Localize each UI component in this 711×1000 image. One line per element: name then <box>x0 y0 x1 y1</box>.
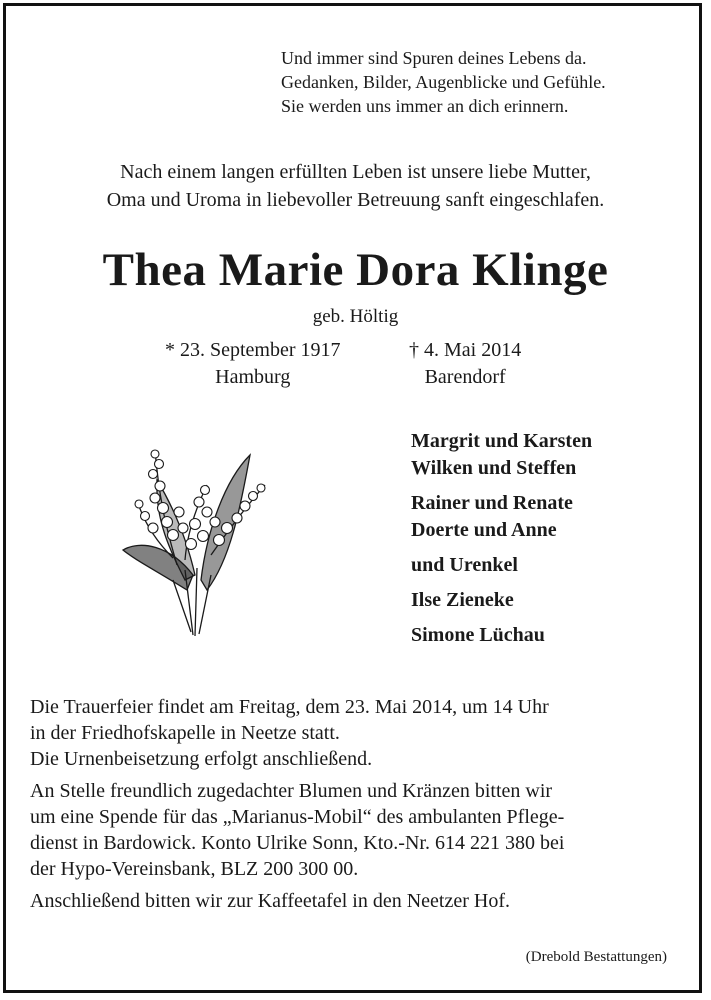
mourner-group <box>411 622 592 649</box>
birth-date: * 23. September 1917 <box>165 339 341 361</box>
service-paragraph <box>30 694 690 772</box>
donation-paragraph <box>30 778 690 882</box>
service-line: Die Trauerfeier findet am Freitag, dem 23. Mai 2014, um 14 Uhr <box>30 696 549 718</box>
lily-of-the-valley-icon <box>115 440 275 640</box>
mourner-line: Margrit und Karsten <box>411 430 593 452</box>
mourner-line: Simone Lüchau <box>411 624 545 646</box>
mourner-line: Wilken und Steffen <box>411 457 577 479</box>
donation-line: der Hypo-Vereinsbank, BLZ 200 300 00. <box>30 858 359 880</box>
motto-line: Gedanken, Bilder, Augenblicke und Gefühle. <box>281 72 606 92</box>
donation-line: dienst in Bardowick. Konto Ulrike Sonn, Kto.-Nr. 614 221 380 bei <box>30 832 565 854</box>
announcement-text <box>30 158 681 214</box>
birth-place: Hamburg <box>215 366 291 388</box>
motto-line: Sie werden uns immer an dich erinnern. <box>281 96 569 116</box>
motto-line: Und immer sind Spuren deines Lebens da. <box>281 48 587 68</box>
mourner-line: Rainer und Renate <box>411 492 573 514</box>
birth-name: geb. Höltig <box>312 306 399 327</box>
mourner-group <box>411 552 592 579</box>
donation-line: An Stelle freundlich zugedachter Blumen und Kränzen bitten wir <box>30 780 553 802</box>
undertaker-credit: (Drebold Bestattungen) <box>525 949 667 965</box>
service-line: Die Urnenbeisetzung erfolgt anschließend. <box>30 748 373 770</box>
service-line: in der Friedhofskapelle in Neetze statt. <box>30 722 340 744</box>
motto-verse <box>281 46 606 118</box>
mourners-list <box>411 428 592 657</box>
mourner-line: Doerte und Anne <box>411 519 557 541</box>
death-info <box>409 337 521 391</box>
closing-paragraph: Anschließend bitten wir zur Kaffeetafel in den Neetzer Hof. <box>30 890 510 912</box>
donation-line: um eine Spende für das „Marianus-Mobil“ des ambulanten Pflege- <box>30 806 565 828</box>
intro-line: Oma und Uroma in liebevoller Betreuung sanft eingeschlafen. <box>106 189 605 211</box>
funeral-details <box>30 694 690 920</box>
mourner-line: und Urenkel <box>411 554 518 576</box>
mourner-group <box>411 587 592 614</box>
birth-info <box>165 337 341 391</box>
mourner-line: Ilse Zieneke <box>411 589 514 611</box>
death-place: Barendorf <box>424 366 506 388</box>
death-date: † 4. Mai 2014 <box>409 339 522 361</box>
mourner-group <box>411 428 592 482</box>
intro-line: Nach einem langen erfüllten Leben ist unsere liebe Mutter, <box>120 161 591 183</box>
mourner-group <box>411 490 592 544</box>
deceased-name: Thea Marie Dora Klinge <box>102 244 609 296</box>
